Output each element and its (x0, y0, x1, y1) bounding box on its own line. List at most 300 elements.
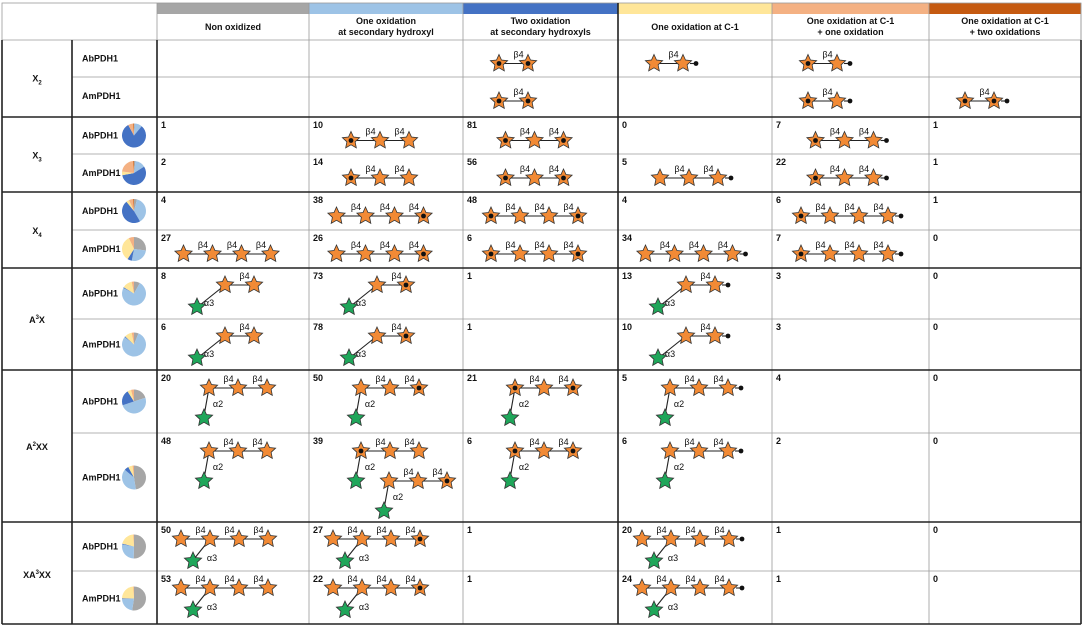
linkage-label: β4 (873, 202, 884, 212)
enzyme-label: AmPDH1 (82, 244, 121, 254)
enzyme-label: AbPDH1 (82, 53, 119, 64)
pie-slice (134, 466, 146, 490)
count-value: 0 (622, 120, 628, 130)
oxidation-dot (418, 537, 423, 542)
linkage-label: β4 (519, 126, 531, 137)
column-header-text: + one oxidation (817, 27, 884, 37)
column-header-text: + two oxidations (969, 27, 1041, 37)
glycan-structure (482, 240, 586, 261)
column-color-bar (463, 3, 618, 14)
xylose-star (380, 472, 397, 488)
enzyme-label: AbPDH1 (82, 288, 119, 299)
linkage-label: β4 (700, 322, 711, 332)
linkage-label: β4 (829, 126, 841, 137)
linkage-label: β4 (223, 374, 234, 384)
linkage-label: α2 (212, 399, 224, 409)
count-value: 10 (313, 120, 324, 130)
xylose-star (324, 530, 341, 546)
linkage-label: β4 (394, 164, 405, 174)
count-value: 1 (467, 322, 473, 332)
column-header-text: One oxidation at C-1 (806, 16, 895, 26)
count-value: 48 (161, 436, 172, 446)
count-value: 3 (776, 322, 782, 332)
count-value: 26 (313, 233, 324, 243)
glycan-structure (792, 240, 903, 261)
oxidation-dot (526, 99, 531, 104)
count-value: 6 (622, 436, 628, 446)
c1-oxidation-dot (740, 586, 745, 591)
glycan-structure (188, 322, 262, 365)
pie-slice (134, 237, 146, 251)
linkage-label: β4 (668, 49, 679, 60)
glycan-structure (324, 525, 428, 568)
count-value: 1 (776, 574, 782, 584)
c1-oxidation-dot (739, 386, 744, 391)
oxidation-dot (571, 386, 576, 391)
oxidation-dot (799, 252, 804, 257)
oxidation-dot (576, 214, 581, 219)
glycan-structure (195, 374, 275, 425)
glycan-structure (328, 202, 432, 223)
xylose-star (328, 207, 345, 223)
oxidation-dot (359, 449, 364, 454)
count-value: 7 (776, 120, 782, 130)
oxidation-dot (349, 138, 354, 143)
c1-oxidation-dot (884, 138, 889, 143)
linkage-label: β4 (815, 240, 826, 250)
glycan-structure (172, 574, 276, 617)
oligosaccharide-label: $X_3$ (32, 150, 42, 164)
distribution-pie-chart (122, 161, 146, 185)
glycan-structure (807, 164, 889, 185)
count-value: 1 (161, 120, 167, 130)
linkage-label: β4 (656, 525, 667, 535)
count-value: 6 (467, 436, 473, 446)
oxidation-dot (503, 176, 508, 181)
distribution-pie-chart (122, 199, 146, 223)
linkage-label: α2 (673, 399, 685, 409)
linkage-label: β4 (379, 202, 391, 212)
distribution-pie-chart (122, 390, 146, 414)
xylose-star (637, 245, 654, 261)
linkage-label: β4 (195, 525, 206, 535)
glycan-structure (645, 50, 698, 71)
column-header-text: One oxidation at C-1 (651, 22, 739, 32)
count-value: 22 (313, 574, 324, 584)
glycan-structure (342, 127, 417, 148)
glycan-structure (651, 164, 733, 185)
count-value: 3 (776, 271, 782, 281)
count-value: 8 (161, 271, 167, 281)
column-color-bar (772, 3, 929, 14)
linkage-label: α3 (667, 602, 679, 612)
count-value: 1 (467, 574, 473, 584)
linkage-label: β4 (513, 49, 524, 60)
distribution-pie-chart (122, 587, 146, 611)
oxidation-dot (813, 138, 818, 143)
count-value: 34 (622, 233, 633, 243)
linkage-label: β4 (858, 164, 870, 174)
xylose-star (324, 579, 341, 595)
count-value: 50 (313, 373, 324, 383)
glycan-structure (490, 50, 536, 71)
glycan-structure (340, 322, 414, 365)
enzyme-label: AbPDH1 (82, 541, 119, 552)
count-value: 4 (161, 195, 167, 205)
c1-oxidation-dot (739, 449, 744, 454)
arabinose-star (195, 409, 212, 425)
oligosaccharide-label: $A^2XX$ (26, 442, 48, 452)
oxidation-dot (963, 99, 968, 104)
linkage-label: β4 (685, 525, 696, 535)
linkage-label: β4 (253, 574, 264, 584)
count-value: 0 (933, 233, 939, 243)
count-value: 50 (161, 525, 172, 535)
linkage-label: β4 (703, 164, 714, 174)
pie-slice (122, 587, 134, 599)
oxidation-dot (526, 61, 531, 66)
c1-oxidation-dot (899, 252, 904, 257)
oxidation-dot (489, 214, 494, 219)
count-value: 5 (622, 373, 628, 383)
count-value: 78 (313, 322, 324, 332)
arabinose-star (347, 472, 364, 488)
pie-slice (132, 249, 146, 261)
linkage-label: α3 (664, 349, 676, 359)
linkage-label: α2 (364, 462, 376, 472)
column-header-text: at secondary hydroxyl (338, 27, 434, 37)
oxidation-dot (992, 99, 997, 104)
count-value: 1 (933, 120, 939, 130)
c1-oxidation-dot (848, 61, 853, 66)
linkage-label: α2 (364, 399, 376, 409)
count-value: 1 (467, 271, 473, 281)
glycan-structure (649, 322, 730, 365)
linkage-label: β4 (391, 322, 402, 332)
glycan-structure (497, 127, 572, 148)
glycan-structure (324, 574, 428, 617)
count-value: 73 (313, 271, 324, 281)
count-value: 39 (313, 436, 324, 446)
linkage-label: β4 (858, 126, 870, 137)
linkage-label: β4 (822, 87, 833, 97)
linkage-label: β4 (404, 437, 415, 447)
linkage-label: β4 (347, 525, 358, 535)
linkage-label: β4 (197, 240, 209, 250)
xylose-star (172, 579, 189, 595)
linkage-label: β4 (529, 437, 540, 447)
count-value: 0 (933, 271, 939, 281)
oxidation-dot (497, 99, 502, 104)
glycan-structure (340, 271, 414, 314)
oxidation-dot (418, 586, 423, 591)
enzyme-label: AmPDH1 (82, 91, 121, 101)
linkage-label: β4 (408, 240, 420, 250)
arabinose-star (501, 472, 518, 488)
c1-oxidation-dot (1005, 99, 1010, 104)
count-value: 0 (933, 322, 939, 332)
enzyme-label: AbPDH1 (82, 396, 119, 407)
linkage-label: β4 (674, 164, 685, 174)
linkage-label: β4 (513, 87, 524, 97)
linkage-label: β4 (685, 574, 696, 584)
column-header-area (157, 3, 1081, 37)
oxidation-dot (561, 176, 566, 181)
count-value: 6 (467, 233, 473, 243)
count-value: 4 (776, 373, 782, 383)
column-header-text: Two oxidation (510, 16, 571, 26)
oxidation-dot (813, 176, 818, 181)
linkage-label: β4 (350, 202, 362, 212)
count-value: 6 (776, 195, 782, 205)
linkage-label: β4 (365, 126, 376, 137)
arabinose-star (347, 409, 364, 425)
enzyme-label: AmPDH1 (82, 472, 121, 483)
arabinose-star (645, 601, 662, 617)
pie-slice (134, 535, 146, 559)
count-value: 0 (933, 574, 939, 584)
glycan-structure (497, 164, 572, 185)
linkage-label: β4 (379, 240, 391, 250)
xylose-star (200, 442, 217, 458)
enzyme-label: AmPDH1 (82, 593, 121, 604)
count-value: 21 (467, 373, 478, 383)
linkage-label: β4 (529, 374, 540, 384)
linkage-label: β4 (223, 437, 234, 447)
glycan-structure (633, 574, 744, 617)
oxidation-dot (561, 138, 566, 143)
oligosaccharide-label: $A^3X$ (29, 315, 45, 325)
linkage-label: β4 (224, 525, 235, 535)
glycan-structure (792, 202, 903, 223)
enzyme-label: AmPDH1 (82, 168, 121, 178)
table-cells (161, 50, 1009, 618)
linkage-label: β4 (829, 164, 841, 174)
glycan-structure (195, 437, 275, 488)
linkage-label: β4 (656, 574, 667, 584)
c1-oxidation-dot (848, 99, 853, 104)
glycan-structure (347, 437, 455, 518)
linkage-label: β4 (684, 374, 695, 384)
glycan-structure (649, 271, 730, 314)
linkage-label: β4 (714, 574, 725, 584)
count-value: 53 (161, 574, 172, 584)
count-value: 24 (622, 574, 633, 584)
linkage-label: β4 (239, 271, 250, 281)
count-value: 20 (161, 373, 172, 383)
xylose-star (328, 245, 345, 261)
column-header-text: One oxidation (355, 16, 417, 26)
linkage-label: α3 (206, 553, 218, 563)
c1-oxidation-dot (726, 283, 731, 288)
count-value: 48 (467, 195, 478, 205)
linkage-label: β4 (252, 437, 263, 447)
xylose-star (651, 169, 668, 185)
count-value: 13 (622, 271, 633, 281)
linkage-label: β4 (684, 437, 695, 447)
oxidation-dot (513, 386, 518, 391)
linkage-label: β4 (713, 374, 724, 384)
linkage-label: β4 (255, 240, 267, 250)
linkage-label: β4 (405, 525, 416, 535)
count-value: 81 (467, 120, 478, 130)
linkage-label: β4 (239, 322, 250, 332)
xylose-star (172, 530, 189, 546)
distribution-pie-chart (122, 466, 146, 490)
linkage-label: α3 (203, 298, 215, 308)
glycan-structure (501, 374, 581, 425)
glycan-structure (172, 525, 276, 568)
arabinose-star (656, 409, 673, 425)
oxidation-dot (806, 99, 811, 104)
linkage-label: β4 (534, 202, 545, 212)
linkage-label: α3 (203, 349, 215, 359)
linkage-label: β4 (505, 202, 516, 212)
linkage-label: β4 (375, 374, 386, 384)
count-value: 1 (776, 525, 782, 535)
c1-oxidation-dot (694, 61, 699, 66)
linkage-label: β4 (558, 437, 569, 447)
oxidation-dot (806, 61, 811, 66)
linkage-label: β4 (375, 437, 386, 447)
linkage-label: β4 (713, 437, 724, 447)
arabinose-star (336, 552, 353, 568)
column-color-bar (618, 3, 772, 14)
xylose-star (352, 379, 369, 395)
linkage-label: β4 (365, 164, 376, 174)
count-value: 0 (933, 373, 939, 383)
oxidation-dot (799, 214, 804, 219)
count-value: 38 (313, 195, 324, 205)
count-value: 0 (933, 436, 939, 446)
linkage-label: β4 (252, 374, 263, 384)
column-header-text: at secondary hydroxyls (490, 27, 591, 37)
glycan-structure (482, 202, 586, 223)
linkage-label: β4 (548, 126, 560, 137)
linkage-label: β4 (548, 164, 560, 174)
row-labels (23, 54, 146, 611)
linkage-label: β4 (979, 87, 990, 97)
linkage-label: β4 (347, 574, 358, 584)
c1-oxidation-dot (740, 537, 745, 542)
glycan-structure (347, 374, 427, 425)
glycan-structure (799, 87, 852, 108)
linkage-label: β4 (815, 202, 826, 212)
xylose-star (633, 579, 650, 595)
column-color-bar (929, 3, 1081, 14)
linkage-label: β4 (700, 271, 711, 281)
linkage-label: β4 (534, 240, 545, 250)
linkage-label: β4 (822, 49, 833, 60)
linkage-label: β4 (403, 467, 414, 477)
count-value: 27 (161, 233, 172, 243)
oxidation-dot (489, 252, 494, 257)
xylose-star (175, 245, 192, 261)
arabinose-star (195, 472, 212, 488)
linkage-label: β4 (376, 525, 387, 535)
linkage-label: α3 (664, 298, 676, 308)
count-value: 10 (622, 322, 633, 332)
count-value: 20 (622, 525, 633, 535)
oligosaccharide-label: $X_4$ (32, 226, 42, 239)
linkage-label: α2 (212, 462, 224, 472)
xylose-star (645, 55, 662, 71)
xylose-star (200, 379, 217, 395)
linkage-label: β4 (350, 240, 362, 250)
linkage-label: α2 (518, 462, 530, 472)
oxidation-dot (349, 176, 354, 181)
enzyme-label: AmPDH1 (82, 339, 121, 350)
oxidation-dot (497, 61, 502, 66)
xylose-star (633, 530, 650, 546)
count-value: 5 (622, 157, 628, 167)
glycan-structure (490, 87, 536, 108)
column-header-text: One oxidation at C-1 (961, 16, 1049, 26)
linkage-label: β4 (226, 240, 238, 250)
c1-oxidation-dot (899, 214, 904, 219)
arabinose-star (184, 552, 201, 568)
glycan-structure (342, 164, 417, 185)
linkage-label: α3 (358, 602, 370, 612)
c1-oxidation-dot (884, 176, 889, 181)
linkage-label: β4 (195, 574, 206, 584)
glycan-structure (328, 240, 432, 261)
c1-oxidation-dot (729, 176, 734, 181)
linkage-label: β4 (873, 240, 884, 250)
linkage-label: β4 (659, 240, 671, 250)
glycan-structure (188, 271, 262, 314)
xylose-star (661, 379, 678, 395)
oligosaccharide-label: $XA^3XX$ (23, 570, 51, 580)
count-value: 7 (776, 233, 782, 243)
linkage-label: β4 (563, 202, 574, 212)
oxidation-dot (503, 138, 508, 143)
enzyme-label: AbPDH1 (82, 206, 119, 216)
oxidation-dot (445, 479, 450, 484)
count-value: 1 (933, 157, 939, 167)
count-value: 6 (161, 322, 167, 332)
pie-slice (122, 161, 134, 173)
arabinose-star (656, 472, 673, 488)
linkage-label: β4 (376, 574, 387, 584)
linkage-label: β4 (253, 525, 264, 535)
column-header-text: Non oxidized (205, 22, 261, 32)
enzyme-label: AbPDH1 (82, 130, 119, 141)
glycan-structure (656, 437, 743, 488)
linkage-label: β4 (505, 240, 516, 250)
oxidation-dot (421, 252, 426, 257)
linkage-label: β4 (688, 240, 700, 250)
glycan-structure (807, 127, 889, 148)
oligosaccharide-label: $X_2$ (32, 73, 42, 87)
arabinose-star (645, 552, 662, 568)
glycan-structure (175, 240, 279, 261)
linkage-label: β4 (408, 202, 420, 212)
oxidation-dot (513, 449, 518, 454)
linkage-label: α3 (355, 298, 367, 308)
c1-oxidation-dot (743, 252, 748, 257)
glycan-structure (656, 374, 743, 425)
linkage-label: α3 (358, 553, 370, 563)
pie-slice (122, 599, 134, 611)
glycan-structure (637, 240, 748, 261)
linkage-label: β4 (405, 574, 416, 584)
linkage-label: α2 (518, 399, 530, 409)
glycan-structure (799, 50, 852, 71)
linkage-label: β4 (391, 271, 402, 281)
count-value: 4 (622, 195, 628, 205)
linkage-label: β4 (224, 574, 235, 584)
